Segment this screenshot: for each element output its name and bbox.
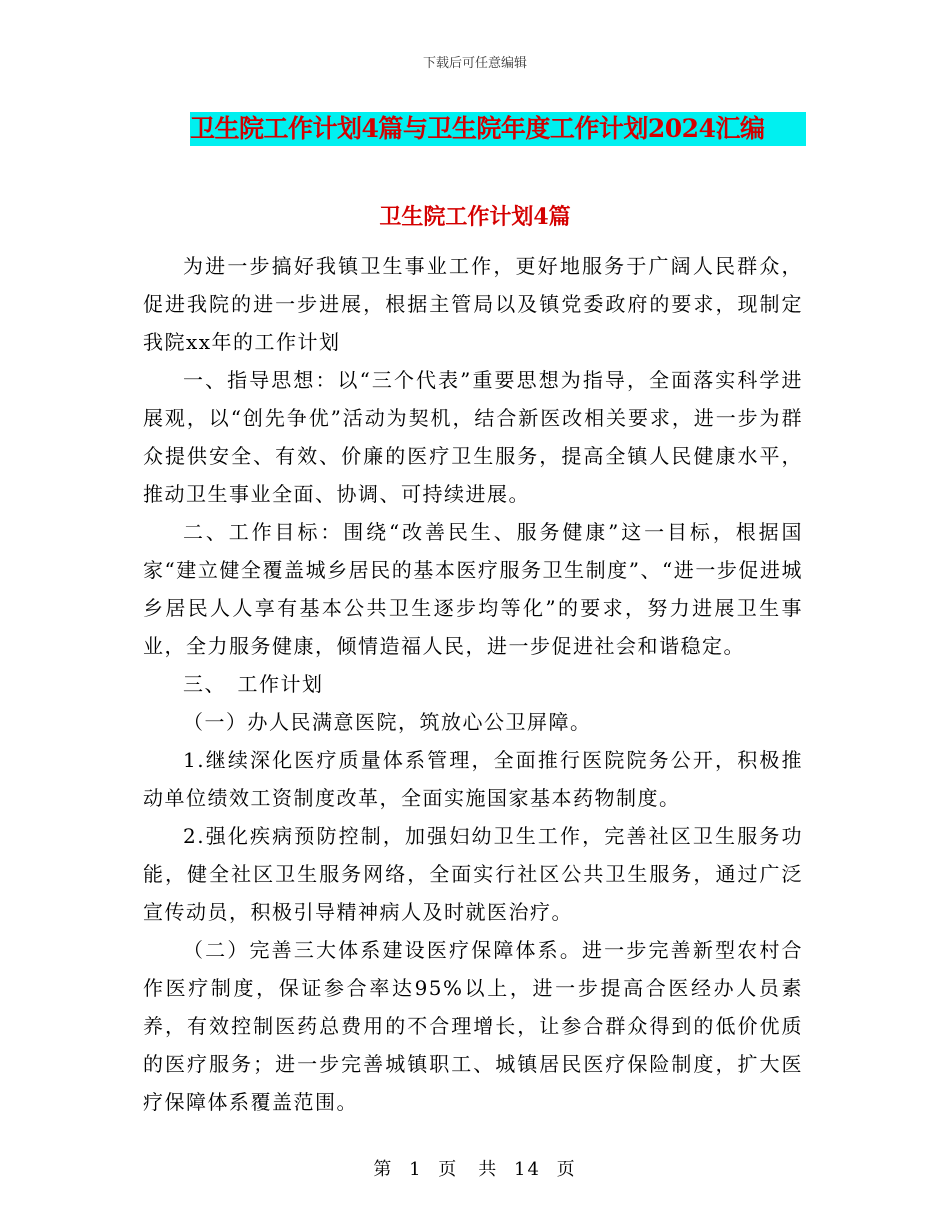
- paragraph-work-plan-heading: 三、 工作计划: [183, 672, 324, 696]
- footer-page-middle: 页 共: [438, 1159, 499, 1180]
- header-note: 下载后可任意编辑: [422, 56, 527, 71]
- paragraph-intro: 为进一步搞好我镇卫生事业工作，更好地服务于广阔人民群众，促进我院的进一步进展，根据主管局以及镇党委政府的要求，现制定我院xx年的工作计划: [143, 254, 803, 354]
- footer-page-prefix: 第: [373, 1159, 394, 1180]
- paragraph-section-two: （二）完善三大体系建设医疗保障体系。进一步完善新型农村合作医疗制度，保证参合率达95%以上，进一步提高合医经办人员素养，有效控制医药总费用的不合理增长，让参合群众得到的低价优质的医疗服务；进一步完善城镇职工、城镇居民医疗保险制度，扩大医疗保障体系覆盖范围。: [143, 938, 803, 1114]
- paragraph-section-one: （一）办人民满意医院，筑放心公卫屏障。: [183, 710, 592, 734]
- footer-page-number: 1: [409, 1159, 423, 1180]
- body-text: [143, 247, 803, 1121]
- footer-page-suffix: 页: [556, 1159, 577, 1180]
- paragraph-work-goal: 二、工作目标：围绕“改善民生、服务健康”这一目标，根据国家“建立健全覆盖城乡居民的基本医疗服务卫生制度”、“进一步促进城乡居民人人享有基本公共卫生逐步均等化”的要求，努力进展卫生事业，全力服务健康，倾情造福人民，进一步促进社会和谐稳定。: [143, 520, 803, 658]
- page-footer: [0, 1155, 950, 1181]
- paragraph-guiding-thought: 一、指导思想：以“三个代表”重要思想为指导，全面落实科学进展观，以“创先争优”活动为契机，结合新医改相关要求，进一步为群众提供安全、有效、价廉的医疗卫生服务，提高全镇人民健康水平，推动卫生事业全面、协调、可持续进展。: [143, 368, 803, 506]
- paragraph-item-two: 2.强化疾病预防控制，加强妇幼卫生工作，完善社区卫生服务功能，健全社区卫生服务网络，全面实行社区公共卫生服务，通过广泛宣传动员，积极引导精神病人及时就医治疗。: [143, 824, 803, 924]
- main-title: 卫生院工作计划4篇与卫生院年度工作计划2024汇编: [190, 112, 806, 146]
- footer-total-pages: 14: [514, 1159, 541, 1180]
- sub-title: 卫生院工作计划4篇: [379, 204, 571, 230]
- paragraph-item-one: 1.继续深化医疗质量体系管理，全面推行医院院务公开，积极推动单位绩效工资制度改革，全面实施国家基本药物制度。: [143, 748, 803, 810]
